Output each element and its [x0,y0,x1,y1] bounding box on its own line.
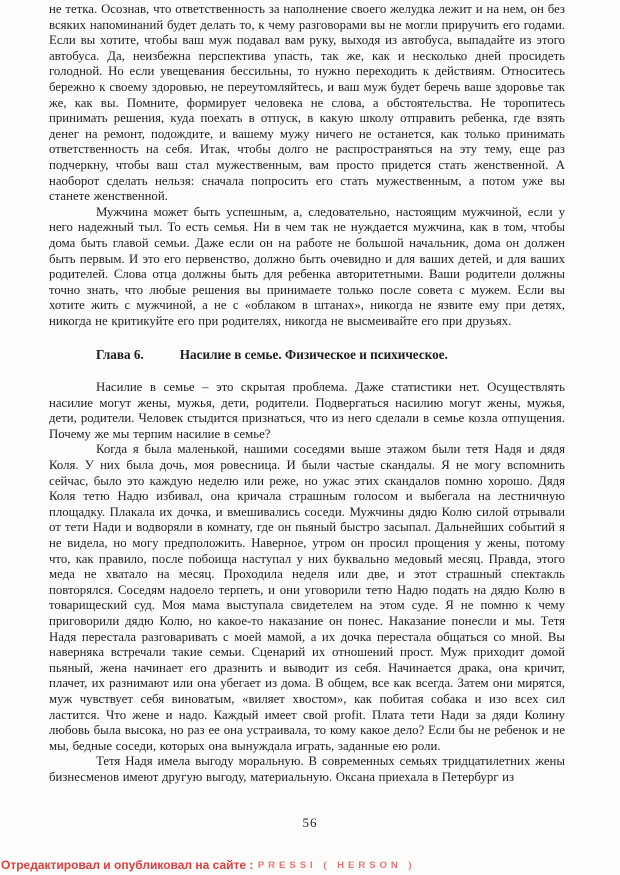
watermark-site-name: PRESSI ( HERSON ) [257,860,416,871]
page-number: 56 [302,815,318,830]
paragraph-continued: не тетка. Осознав, что ответственность за наполнение своего желудка лежит и на нем, он без всяких напоминаний будет делать то, к чему разговорами вы не могли приручить его годами. Если вы хотите, чтобы ваш муж подавал вам руку, выходя из автобуса, выпадайте из этого автобуса. Да, неизбежна перспектива упасть, так же, как и несколько дней просидеть голодной. Но если увещевания бессильны, то нужно переходить к действиям. Относитесь бережно к своему здоровью, не переутомляйтесь, и ваш муж будет беречь ваше здоровье так же, как вы. Помните, формирует человека не слова, а обстоятельства. Не торопитесь принимать решения, куда поехать в отпуск, в какую школу отправить ребенка, где взять денег на ремонт, подождите, и вашему мужу ничего не останется, как только принимать ответственность на себя. Итак, чтобы долго не распространяться на эту тему, еще раз подчеркну, чтобы ваш стал мужественным, вам просто придется стать женственной. А наоборот сделать нельзя: сначала попросить его стать мужественным, а потом уже вы станете женственной. [49,2,565,204]
page-body [49,2,565,798]
chapter-number-label: Глава 6. [96,347,144,363]
paragraph: Мужчина может быть успешным, а, следовательно, настоящим мужчиной, если у него надежный тыл. То есть семья. Ни в чем так не нуждается мужчина, как в том, чтобы дома быть главой семьи. Даже если он на работе не большой начальник, дома он должен быть первым. И это его первенство, должно быть очевидно и для ваших детей, и для ваших родителей. Слова отца должны быть для ребенка авторитетными. Ваши родители должны точно знать, что любые решения вы принимаете только после совета с мужем. Если вы хотите жить с мужчиной, а не с «облаком в штанах», никогда не язвите ему при детях, никогда не критикуйте его при родителях, никогда не высмеивайте его при друзьях. [49,204,565,328]
chapter-heading [49,347,565,363]
chapter-title: Насилие в семье. Физическое и психическое. [179,347,448,363]
watermark [1,856,416,874]
paragraph: Тетя Надя имела выгоду моральную. В современных семьях тридцатилетних жены бизнесменов имеют другую выгоду, материальную. Оксана приехала в Петербург из [49,754,565,784]
watermark-text: Отредактировал и опубликовал на сайте : [1,858,254,872]
paragraph: Насилие в семье – это скрытая проблема. Даже статистики нет. Осуществлять насилие могут жены, мужья, дети, родители. Подвергаться насилию могут жены, мужья, дети, родители. Человек стыдится признаться, что из него сделали в семье козла отпущения. Почему же мы терпим насилие в семье? [49,380,565,441]
paragraph: Когда я была маленькой, нашими соседями выше этажом были тетя Надя и дядя Коля. У них была дочь, моя ровесница. И были частые скандалы. Я не могу вспомнить сейчас, было это каждую неделю или реже, но ужас этих скандалов помню хорошо. Дядя Коля тетю Надю избивал, она кричала страшным голосом и выбегала на лестничную площадку. Плакала их дочка, и вмешивались соседи. Мужчины дядю Колю силой отрывали от тети Нади и водворяли в комнату, где он пьяный быстро засыпал. Дальнейших событий я не видела, но могу предположить. Наверное, утром он просил прощения у жены, потому что, как правило, после побоища наступал у них буквально медовый месяц. Правда, этого меда не хватало на месяц. Проходила неделя или две, и этот страшный спектакль повторялся. Соседям надоело терпеть, и они уговорили тетю Надю подать на дядю Колю в товарищеский суд. Моя мама выступала свидетелем на этом суде. Я не помню к чему приговорили дядю Колю, но какое-то наказание он понес. Наказание понесли и мы. Тетя Надя перестала разговаривать с моей мамой, а их дочка перестала общаться со мной. Вы наверняка встречали такие семьи. Сценарий их отношений прост. Муж приходит домой пьяный, жена начинает его дразнить и выводит из себя. Начинается драка, она кричит, плачет, их разнимают или она убегает из дома. В общем, все как всегда. Затем они мирятся, муж чувствует себя виноватым, «виляет хвостом», как побитая собака и изо всех сил ластится. Что жене и надо. Каждый имеет свой profit. Плата тети Нади за дяди Колину любовь была высока, но раз ее она устраивала, то кому какое дело? Если бы не ребенок и не мы, бедные соседи, которых она вынуждала играть, заданные ею роли. [49,442,565,753]
